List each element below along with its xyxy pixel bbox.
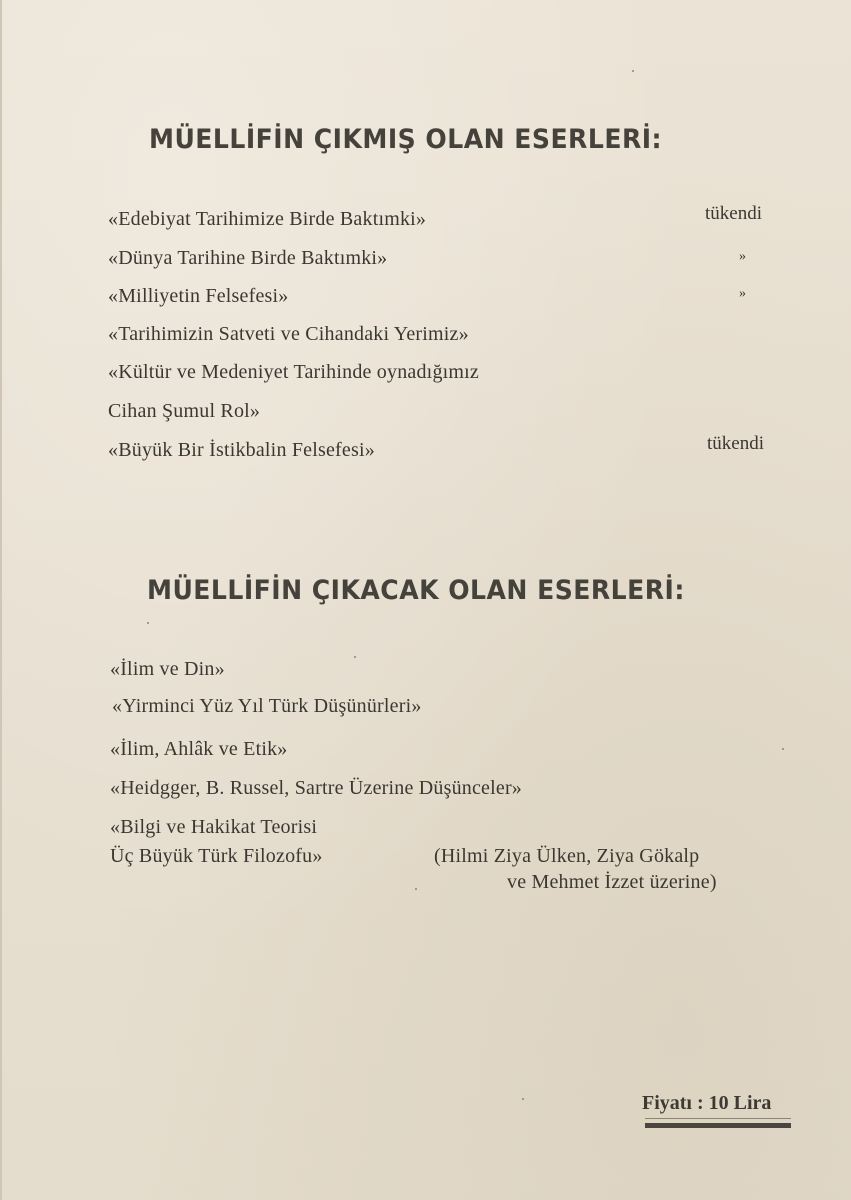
forthcoming-works-heading: MÜELLİFİN ÇIKACAK OLAN ESERLERİ: [147,575,685,606]
published-item-3-status: » [739,286,746,301]
forthcoming-item-5: «Bilgi ve Hakikat Teorisi [110,816,318,838]
published-item-3: «Milliyetin Felsefesi» [108,285,289,307]
published-item-7: «Büyük Bir İstikbalin Felsefesi» [108,439,375,461]
paper-speck [354,656,356,658]
paper-speck [522,1098,524,1100]
forthcoming-note-line-2: ve Mehmet İzzet üzerine) [507,871,717,893]
forthcoming-item-4: «Heidgger, B. Russel, Sartre Üzerine Düşünceler» [110,777,523,799]
published-item-1-status: tükendi [705,203,762,224]
published-item-2: «Dünya Tarihine Birde Baktımki» [108,247,388,269]
published-item-1: «Edebiyat Tarihimize Birde Baktımki» [108,208,427,230]
paper-speck [782,748,784,750]
published-item-4: «Tarihimizin Satveti ve Cihandaki Yerimiz» [108,323,469,345]
paper-speck [147,622,149,624]
forthcoming-item-3: «İlim, Ahlâk ve Etik» [110,738,288,760]
forthcoming-item-6: Üç Büyük Türk Filozofu» [110,845,323,867]
published-item-7-status: tükendi [707,433,764,454]
price-label: Fiyatı : 10 Lira [642,1092,772,1114]
forthcoming-note-line-1: (Hilmi Ziya Ülken, Ziya Gökalp [434,845,700,867]
paper-speck [632,70,634,72]
paper-speck [415,888,417,890]
price-underline-thin [645,1118,791,1119]
forthcoming-item-1: «İlim ve Din» [110,658,225,680]
price-underline [645,1123,791,1128]
published-item-6: Cihan Şumul Rol» [108,400,261,422]
published-item-5: «Kültür ve Medeniyet Tarihinde oynadığımız [108,361,479,383]
published-works-heading: MÜELLİFİN ÇIKMIŞ OLAN ESERLERİ: [149,124,663,155]
forthcoming-item-2: «Yirminci Yüz Yıl Türk Düşünürleri» [112,695,422,717]
published-item-2-status: » [739,249,746,264]
